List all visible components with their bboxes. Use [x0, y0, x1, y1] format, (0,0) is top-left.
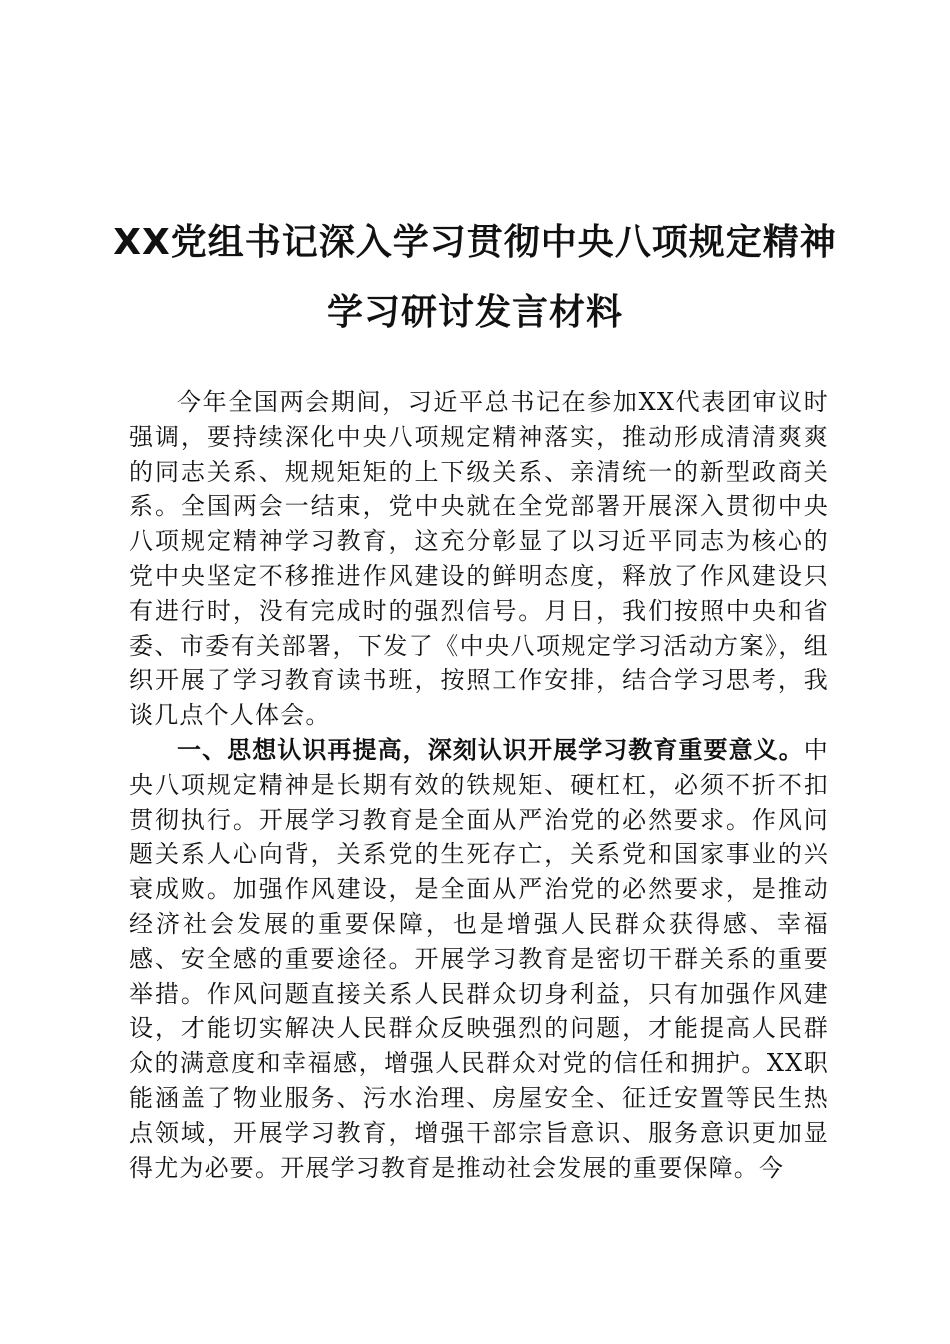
section1-text: 中央八项规定精神是长期有效的铁规矩、硬杠杠，必须不折不扣贯彻执行。开展学习教育是全面从严治党的必然要求。作风问题关系人心向背，关系党的生死存亡，关系党和国家事业的兴衰成败。加强作风建设，是全面从严治党的必然要求，是推动经济社会发展的重要保障，也是增强人民群众获得感、幸福感、安全感的重要途径。开展学习教育是密切干群关系的重要举措。作风问题直接关系人民群众切身利益，只有加强作风建设，才能切实解决人民群众反映强烈的问题，才能提高人民群众的满意度和幸福感，增强人民群众对党的信任和拥护。XX职能涵盖了物业服务、污水治理、房屋安全、征迁安置等民生热点领域，开展学习教育，增强干部宗旨意识、服务意识更加显得尤为必要。开展学习教育是推动社会发展的重要保障。今	[129, 735, 829, 1182]
section1-heading: 一、思想认识再提高，深刻认识开展学习教育重要意义。	[177, 735, 804, 764]
document-body	[129, 385, 829, 1185]
intro-paragraph: 今年全国两会期间，习近平总书记在参加XX代表团审议时强调，要持续深化中央八项规定精神落实，推动形成清清爽爽的同志关系、规规矩矩的上下级关系、亲清统一的新型政商关系。全国两会一结束，党中央就在全党部署开展深入贯彻中央八项规定精神学习教育，这充分彰显了以习近平同志为核心的党中央坚定不移推进作风建设的鲜明态度，释放了作风建设只有进行时，没有完成时的强烈信号。月日，我们按照中央和省委、市委有关部署，下发了《中央八项规定学习活动方案》，组织开展了学习教育读书班，按照工作安排，结合学习思考，我谈几点个人体会。	[129, 388, 829, 730]
section1-paragraph	[129, 733, 829, 1185]
document-title-line1: XX党组书记深入学习贯彻中央八项规定精神	[113, 222, 837, 263]
document-title-line2: 学习研讨发言材料	[326, 292, 623, 333]
